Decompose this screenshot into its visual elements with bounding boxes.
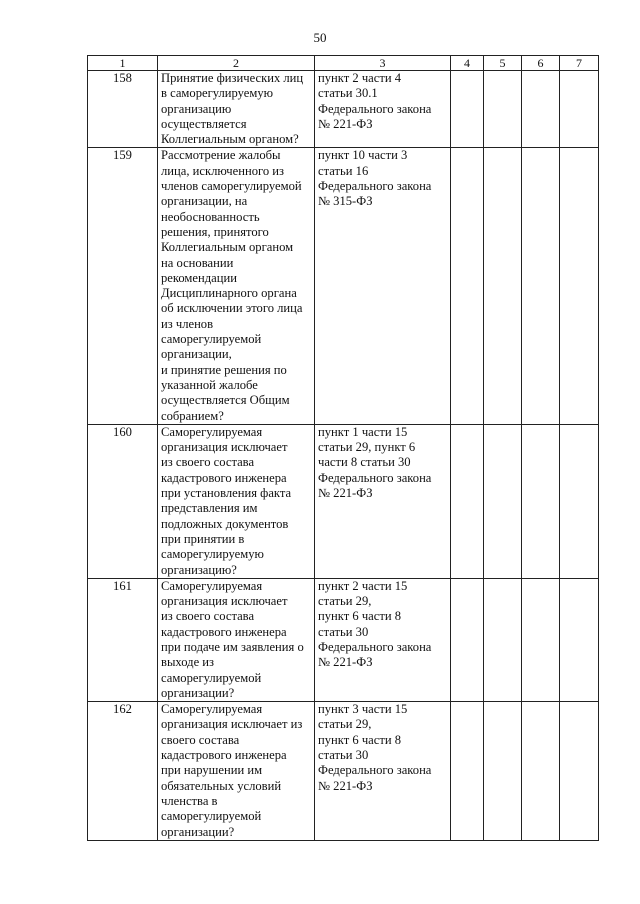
answer-cell: [522, 71, 560, 148]
table-row: [88, 702, 599, 841]
header-cell: 3: [315, 56, 451, 71]
page-number: 50: [313, 30, 327, 45]
answer-cell: [484, 148, 522, 424]
row-basis: [315, 702, 451, 841]
question-text: Рассмотрение жалобы лица, исключенного из членов саморегулируемой организации, на необоснованность решения, принятого Коллегиальным органом на основании рекомендации Дисциплинарного органа об исключении этого лица из членов саморегулируемой организации, и принятие решения по указанной жалобе осуществляется Общим собранием?: [161, 148, 303, 423]
row-question: [158, 578, 315, 701]
table-row: [88, 424, 599, 578]
answer-cell: [451, 702, 484, 841]
answer-cell: [484, 578, 522, 701]
answer-cell: [560, 578, 599, 701]
answer-cell: [484, 424, 522, 578]
row-number: 160: [88, 424, 158, 578]
header-cell: 4: [451, 56, 484, 71]
basis-text: пункт 10 части 3 статьи 16 Федерального закона № 315-ФЗ: [318, 148, 432, 209]
table-row: [88, 148, 599, 424]
row-basis: [315, 71, 451, 148]
basis-text: пункт 2 части 15 статьи 29, пункт 6 части 8 статьи 30 Федерального закона № 221-ФЗ: [318, 578, 432, 670]
header-cell: 6: [522, 56, 560, 71]
answer-cell: [560, 71, 599, 148]
answer-cell: [522, 702, 560, 841]
answer-cell: [522, 148, 560, 424]
row-question: [158, 702, 315, 841]
header-cell: 7: [560, 56, 599, 71]
answer-cell: [451, 424, 484, 578]
row-question: [158, 148, 315, 424]
header-cell: 1: [88, 56, 158, 71]
answer-cell: [484, 702, 522, 841]
row-basis: [315, 424, 451, 578]
basis-text: пункт 1 части 15 статьи 29, пункт 6 части 8 статьи 30 Федерального закона № 221-ФЗ: [318, 424, 432, 501]
row-number: 162: [88, 702, 158, 841]
table-row: [88, 578, 599, 701]
table-row: [88, 71, 599, 148]
question-text: Саморегулируемая организация исключает из своего состава кадастрового инженера при нарушении им обязательных условий членства в саморегулируемой организации?: [161, 702, 303, 839]
checklist-table: [87, 55, 599, 841]
basis-text: пункт 2 части 4 статьи 30.1 Федерального закона № 221-ФЗ: [318, 71, 432, 131]
answer-cell: [451, 148, 484, 424]
answer-cell: [560, 702, 599, 841]
answer-cell: [560, 148, 599, 424]
basis-text: пункт 3 части 15 статьи 29, пункт 6 части 8 статьи 30 Федерального закона № 221-ФЗ: [318, 702, 432, 793]
row-question: [158, 71, 315, 148]
table-header-row: [88, 56, 599, 71]
row-basis: [315, 148, 451, 424]
answer-cell: [484, 71, 522, 148]
header-cell: 2: [158, 56, 315, 71]
answer-cell: [451, 71, 484, 148]
header-cell: 5: [484, 56, 522, 71]
question-text: Принятие физических лиц в саморегулируемую организацию осуществляется Коллегиальным органом?: [161, 71, 304, 147]
row-question: [158, 424, 315, 578]
answer-cell: [522, 578, 560, 701]
question-text: Саморегулируемая организация исключает из своего состава кадастрового инженера при подаче им заявления о выходе из саморегулируемой организации?: [161, 578, 304, 700]
row-number: 159: [88, 148, 158, 424]
row-number: 158: [88, 71, 158, 148]
answer-cell: [451, 578, 484, 701]
answer-cell: [522, 424, 560, 578]
answer-cell: [560, 424, 599, 578]
row-number: 161: [88, 578, 158, 701]
question-text: Саморегулируемая организация исключает из своего состава кадастрового инженера при установления факта представления им подложных документов при принятии в саморегулируемую организацию?: [161, 424, 292, 577]
row-basis: [315, 578, 451, 701]
